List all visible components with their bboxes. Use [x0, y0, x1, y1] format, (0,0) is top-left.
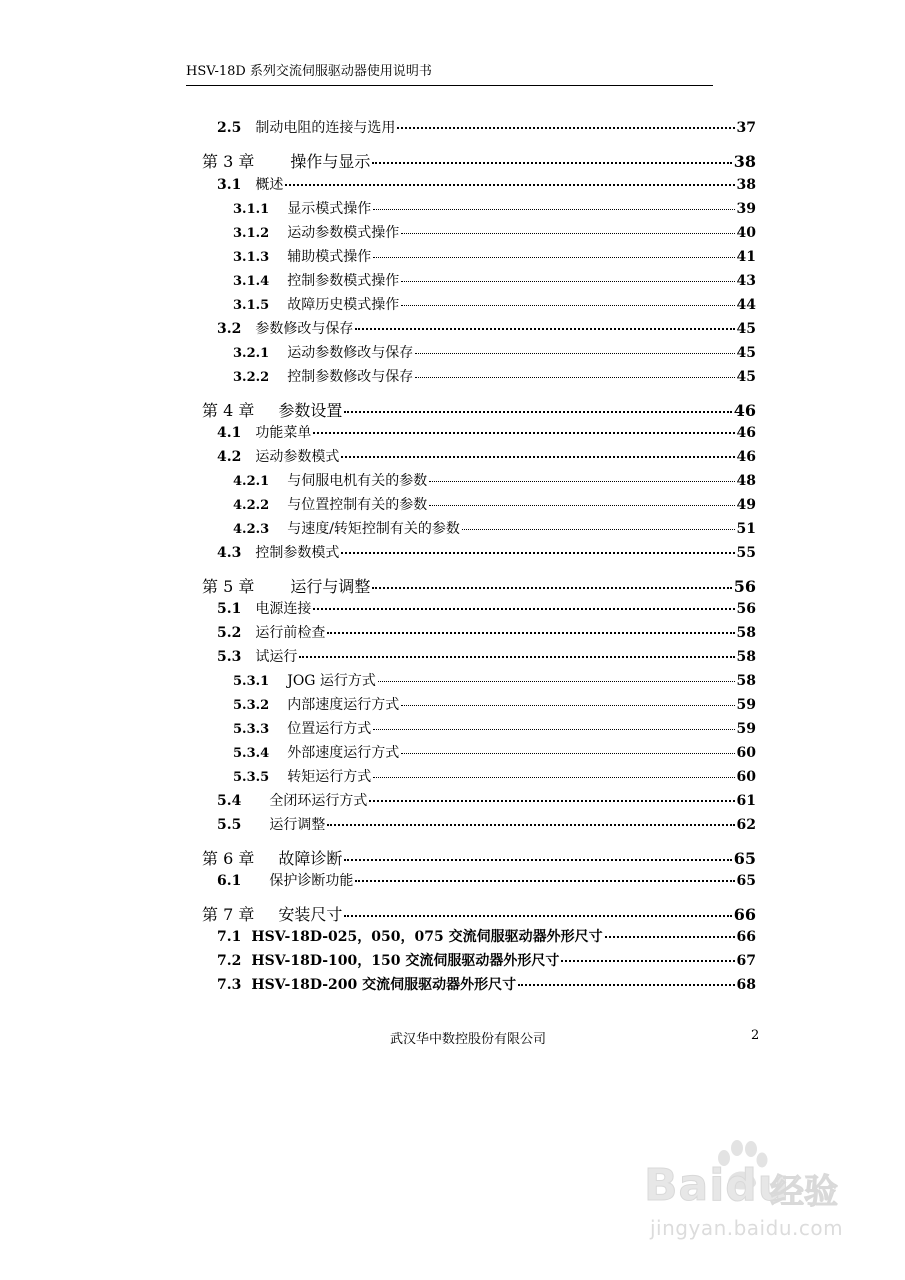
- toc-entry-number: 3.1: [217, 177, 242, 193]
- toc-entry-title: 功能菜单: [255, 425, 312, 441]
- dot-leader: [299, 655, 734, 658]
- toc-entry-number: 第 6 章: [202, 849, 255, 868]
- toc-entry-title: 运行调整: [269, 817, 326, 833]
- dot-leader: [313, 607, 734, 610]
- toc-entry-title: JOG 运行方式: [287, 673, 376, 689]
- dot-leader: [518, 983, 734, 986]
- toc-entry-title: 运行与调整: [290, 577, 371, 596]
- dot-leader: [327, 823, 734, 826]
- toc-entry-title: 概述: [255, 177, 284, 193]
- toc-entry-number: 5.3: [217, 649, 242, 665]
- toc-entry-number: 3.2: [217, 321, 242, 337]
- toc-entry-title: 故障历史模式操作: [287, 297, 400, 313]
- toc-entry[interactable]: [217, 422, 756, 442]
- toc-entry-number: 3.1.1: [233, 202, 270, 217]
- dot-leader: [397, 126, 734, 129]
- dot-leader: [401, 704, 734, 706]
- toc-entry-title: 与速度/转矩控制有关的参数: [287, 521, 460, 537]
- toc-entry-number: 5.3.4: [233, 746, 270, 761]
- dot-leader: [373, 728, 734, 730]
- toc-entry-title: 参数设置: [278, 401, 343, 420]
- toc-entry-page: 56: [733, 577, 756, 596]
- dot-leader: [401, 280, 734, 282]
- toc-entry-page: 38: [736, 177, 756, 193]
- toc-entry-page: 45: [736, 369, 756, 385]
- toc-entry-page: 65: [736, 873, 756, 889]
- toc-entry-title: 安装尺寸: [278, 905, 343, 924]
- toc-entry[interactable]: [233, 494, 756, 514]
- toc-entry[interactable]: [233, 198, 756, 218]
- toc-entry-page: 39: [736, 201, 756, 217]
- toc-entry-page: 56: [736, 601, 756, 617]
- toc-entry-page: 48: [736, 473, 756, 489]
- dot-leader: [341, 551, 734, 554]
- toc-entry-page: 46: [736, 449, 756, 465]
- toc-entry[interactable]: [233, 294, 756, 314]
- toc-entry[interactable]: [217, 117, 756, 137]
- toc-entry-page: 58: [736, 649, 756, 665]
- toc-entry-page: 46: [733, 401, 756, 420]
- toc-entry-page: 66: [733, 905, 756, 924]
- footer-company: 武汉华中数控股份有限公司: [390, 1032, 547, 1047]
- toc-entry-number: 4.2: [217, 449, 242, 465]
- toc-entry-page: 60: [736, 769, 756, 785]
- toc-entry-page: 45: [736, 345, 756, 361]
- toc-entry-number: 6.1: [217, 873, 242, 889]
- toc-entry-page: 59: [736, 697, 756, 713]
- toc-entry[interactable]: [202, 398, 756, 418]
- toc-entry-number: 5.3.1: [233, 674, 270, 689]
- toc-entry-number: 7.1: [217, 929, 242, 945]
- toc-entry-title: 辅助模式操作: [287, 249, 372, 265]
- toc-entry-title: 操作与显示: [290, 152, 371, 171]
- toc-entry[interactable]: [217, 974, 756, 994]
- toc-entry[interactable]: [217, 790, 756, 810]
- toc-entry[interactable]: [233, 670, 756, 690]
- toc-entry-page: 55: [736, 545, 756, 561]
- toc-entry[interactable]: [233, 366, 756, 386]
- toc-entry-number: 7.3: [217, 977, 242, 993]
- toc-entry-number: 5.2: [217, 625, 242, 641]
- dot-leader: [372, 161, 731, 164]
- toc-entry-page: 43: [736, 273, 756, 289]
- toc-entry-number: 7.2: [217, 953, 242, 969]
- toc-entry-title: HSV-18D-200 交流伺服驱动器外形尺寸: [251, 977, 517, 993]
- toc-entry[interactable]: [233, 270, 756, 290]
- toc-entry[interactable]: [217, 598, 756, 618]
- toc-entry-title: 显示模式操作: [287, 201, 372, 217]
- toc-entry-title: 制动电阻的连接与选用: [255, 120, 396, 136]
- dot-leader: [401, 304, 734, 306]
- toc-entry[interactable]: [233, 518, 756, 538]
- toc-entry[interactable]: [217, 870, 756, 890]
- toc-entry-page: 68: [736, 977, 756, 993]
- toc-entry[interactable]: [233, 246, 756, 266]
- toc-entry[interactable]: [217, 646, 756, 666]
- toc-entry-page: 37: [736, 120, 756, 136]
- toc-entry-number: 3.2.1: [233, 346, 270, 361]
- dot-leader: [429, 504, 734, 506]
- running-header: HSV-18D 系列交流伺服驱动器使用说明书: [186, 64, 432, 79]
- toc-entry-title: 试运行: [255, 649, 298, 665]
- toc-entry-number: 4.2.1: [233, 474, 270, 489]
- toc-entry-title: 保护诊断功能: [269, 873, 354, 889]
- toc-entry-number: 第 3 章: [202, 152, 255, 171]
- toc-entry-number: 3.2.2: [233, 370, 270, 385]
- toc-entry[interactable]: [217, 318, 756, 338]
- toc-entry[interactable]: [233, 470, 756, 490]
- toc-entry-number: 4.1: [217, 425, 242, 441]
- toc-entry-title: 参数修改与保存: [255, 321, 354, 337]
- dot-leader: [561, 959, 734, 962]
- toc-entry-page: 40: [736, 225, 756, 241]
- toc-entry-number: 5.5: [217, 817, 242, 833]
- dot-leader: [327, 631, 734, 634]
- toc-entry-title: 外部速度运行方式: [287, 745, 400, 761]
- toc-entry[interactable]: [233, 222, 756, 242]
- toc-entry[interactable]: [217, 622, 756, 642]
- toc-entry[interactable]: [202, 574, 756, 594]
- dot-leader: [415, 376, 734, 378]
- dot-leader: [605, 935, 735, 938]
- toc-entry-title: 位置运行方式: [287, 721, 372, 737]
- baidu-jingyan-watermark: [640, 1140, 870, 1250]
- watermark-brand-cn: 经验: [770, 1172, 838, 1212]
- toc-entry-page: 65: [733, 849, 756, 868]
- dot-leader: [355, 879, 734, 882]
- toc-entry-title: 运动参数模式: [255, 449, 340, 465]
- toc-entry-number: 4.3: [217, 545, 242, 561]
- toc-entry-number: 4.2.2: [233, 498, 270, 513]
- toc-entry-number: 5.3.3: [233, 722, 270, 737]
- dot-leader: [344, 410, 731, 413]
- toc-entry-page: 59: [736, 721, 756, 737]
- toc-entry-number: 4.2.3: [233, 522, 270, 537]
- dot-leader: [373, 256, 734, 258]
- toc-entry-number: 第 4 章: [202, 401, 255, 420]
- toc-entry-page: 58: [736, 625, 756, 641]
- toc-entry-page: 46: [736, 425, 756, 441]
- toc-entry[interactable]: [202, 902, 756, 922]
- toc-entry[interactable]: [202, 846, 756, 866]
- dot-leader: [344, 858, 731, 861]
- toc-entry-title: 电源连接: [255, 601, 312, 617]
- dot-leader: [373, 208, 734, 210]
- toc-entry-title: 运行前检查: [255, 625, 326, 641]
- toc-entry[interactable]: [217, 950, 756, 970]
- dot-leader: [285, 183, 734, 186]
- toc-entry[interactable]: [217, 814, 756, 834]
- toc-entry-title: 控制参数修改与保存: [287, 369, 414, 385]
- watermark-brand: Baidu: [644, 1160, 791, 1211]
- dot-leader: [344, 914, 731, 917]
- toc-entry-title: 内部速度运行方式: [287, 697, 400, 713]
- toc-entry-number: 5.3.5: [233, 770, 270, 785]
- toc-entry-title: 控制参数模式操作: [287, 273, 400, 289]
- toc-entry-title: 故障诊断: [278, 849, 343, 868]
- toc-entry-title: 转矩运行方式: [287, 769, 372, 785]
- toc-entry-page: 60: [736, 745, 756, 761]
- dot-leader: [355, 327, 734, 330]
- toc-entry-title: HSV-18D-100，150 交流伺服驱动器外形尺寸: [251, 953, 560, 969]
- toc-entry[interactable]: [233, 742, 756, 762]
- toc-entry-page: 44: [736, 297, 756, 313]
- toc-entry-page: 51: [736, 521, 756, 537]
- dot-leader: [313, 431, 734, 434]
- toc-entry-title: 控制参数模式: [255, 545, 340, 561]
- toc-entry-number: 5.1: [217, 601, 242, 617]
- dot-leader: [462, 528, 735, 530]
- toc-entry[interactable]: [233, 718, 756, 738]
- toc-entry-number: 3.1.5: [233, 298, 270, 313]
- toc-entry[interactable]: [217, 174, 756, 194]
- toc-entry-number: 5.3.2: [233, 698, 270, 713]
- toc-entry-number: 2.5: [217, 120, 242, 136]
- toc-entry-page: 38: [733, 152, 756, 171]
- toc-entry-page: 45: [736, 321, 756, 337]
- toc-entry-page: 61: [736, 793, 756, 809]
- dot-leader: [401, 752, 734, 754]
- toc-entry[interactable]: [233, 766, 756, 786]
- toc-entry-number: 3.1.4: [233, 274, 270, 289]
- toc-entry[interactable]: [217, 926, 756, 946]
- toc-entry-title: 与位置控制有关的参数: [287, 497, 428, 513]
- dot-leader: [378, 680, 735, 682]
- toc-entry[interactable]: [217, 542, 756, 562]
- toc-entry-title: 与伺服电机有关的参数: [287, 473, 428, 489]
- toc-entry-page: 58: [736, 673, 756, 689]
- toc-entry-page: 66: [736, 929, 756, 945]
- toc-entry[interactable]: [233, 694, 756, 714]
- toc-entry-page: 41: [736, 249, 756, 265]
- toc-entry-title: 运动参数模式操作: [287, 225, 400, 241]
- toc-entry-page: 49: [736, 497, 756, 513]
- toc-entry-title: 运动参数修改与保存: [287, 345, 414, 361]
- toc-entry-page: 62: [736, 817, 756, 833]
- toc-entry-number: 3.1.2: [233, 226, 270, 241]
- toc-entry-title: HSV-18D-025，050，075 交流伺服驱动器外形尺寸: [251, 929, 603, 945]
- dot-leader: [415, 352, 734, 354]
- toc-entry-number: 第 7 章: [202, 905, 255, 924]
- toc-entry-page: 67: [736, 953, 756, 969]
- toc-entry[interactable]: [217, 446, 756, 466]
- dot-leader: [369, 799, 734, 802]
- toc-entry-number: 第 5 章: [202, 577, 255, 596]
- toc-entry-number: 3.1.3: [233, 250, 270, 265]
- toc-entry[interactable]: [202, 149, 756, 169]
- dot-leader: [429, 480, 734, 482]
- dot-leader: [373, 776, 734, 778]
- toc-entry-title: 全闭环运行方式: [269, 793, 368, 809]
- watermark-url: jingyan.baidu.com: [650, 1216, 844, 1240]
- dot-leader: [372, 586, 731, 589]
- dot-leader: [341, 455, 734, 458]
- toc-entry[interactable]: [233, 342, 756, 362]
- dot-leader: [401, 232, 734, 234]
- footer-page-number: 2: [751, 1028, 760, 1043]
- toc-entry-number: 5.4: [217, 793, 242, 809]
